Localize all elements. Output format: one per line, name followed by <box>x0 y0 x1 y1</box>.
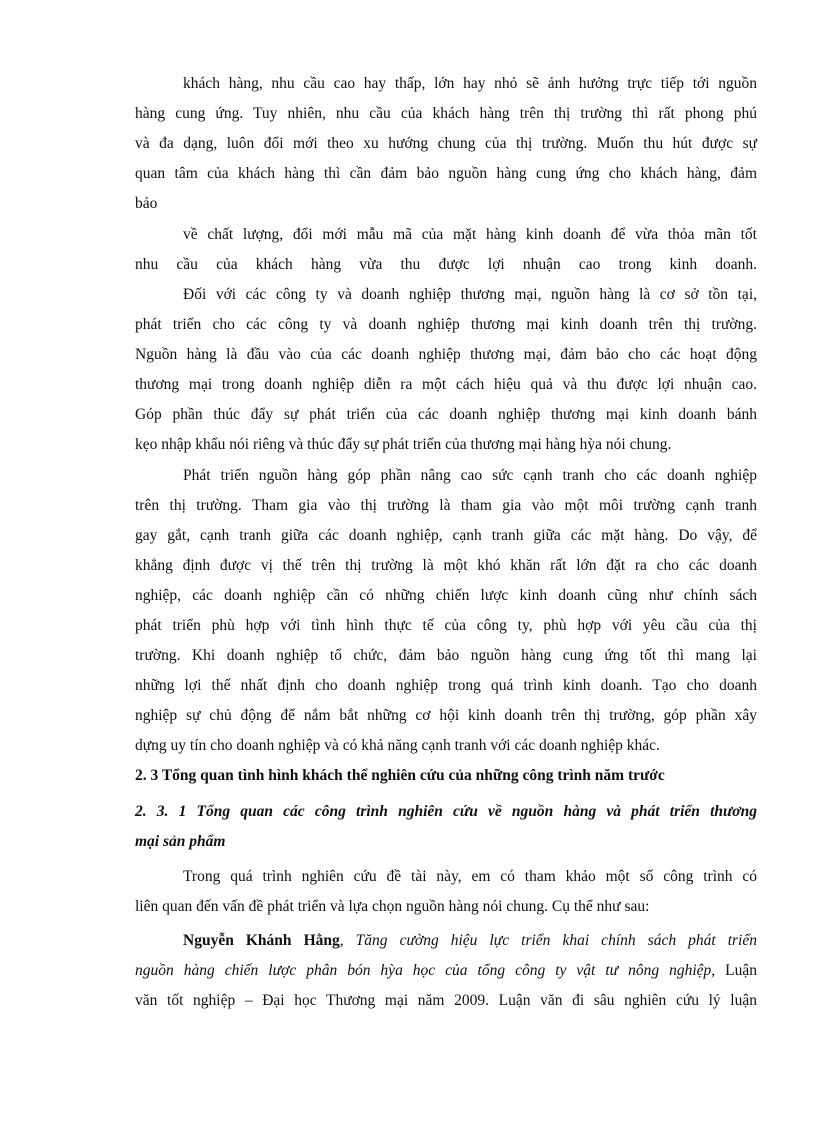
reference-title-part-1: Tăng cường hiệu lực triển khai chính sách phát triển <box>355 932 757 949</box>
p4-line-2: trên thị trường. Tham gia vào thị trường là tham gia vào một môi trường cạnh tranh <box>135 497 757 514</box>
p5-line-2: liên quan đến vấn đề phát triển và lựa chọn nguồn hàng nói chung. Cụ thể như sau: <box>135 898 650 915</box>
p4-line-6: phát triển phù hợp với tình hình thực tế của công ty, phù hợp với yêu cầu của thị <box>135 617 757 634</box>
p3-line-5: Góp phần thúc đẩy sự phát triển của các doanh nghiệp thương mại kinh doanh bánh <box>135 406 757 423</box>
reference-line-3: văn tốt nghiệp – Đại học Thương mại năm 2009. Luận văn đi sâu nghiên cứu lý luận <box>135 992 757 1009</box>
p3-line-6: kẹo nhập khẩu nói riêng và thúc đẩy sự phát triển của thương mại hàng hỳa nói chung. <box>135 436 672 453</box>
reference-line-2 <box>135 961 757 981</box>
p4-line-1: Phát triển nguồn hàng góp phần nâng cao sức cạnh tranh cho các doanh nghiệp <box>183 467 757 484</box>
p4-line-10: dựng uy tín cho doanh nghiệp và có khả năng cạnh tranh với các doanh nghiệp khác. <box>135 737 660 754</box>
p1-line-4: quan tâm của khách hàng thì cần đảm bảo nguồn hàng cung ứng cho khách hàng, đảm <box>135 165 757 182</box>
reference-type: , Luận <box>711 962 757 979</box>
p2-line-1: về chất lượng, đổi mới mẫu mã của mặt hàng kinh doanh để vừa thỏa mãn tốt <box>183 226 757 243</box>
reference-author: Nguyễn Khánh Hằng <box>183 932 340 949</box>
p3-line-1: Đối với các công ty và doanh nghiệp thương mại, nguồn hàng là cơ sở tồn tại, <box>183 286 757 303</box>
p5-line-1: Trong quá trình nghiên cứu đề tài này, em có tham khảo một số công trình có <box>183 868 757 885</box>
p4-line-7: trường. Khi doanh nghiệp tổ chức, đảm bảo nguồn hàng cung ứng tốt thì mang lại <box>135 647 757 664</box>
p4-line-3: gay gắt, cạnh tranh giữa các doanh nghiệp, cạnh tranh giữa các mặt hàng. Do vậy, để <box>135 527 757 544</box>
p4-line-4: khẳng định được vị thế trên thị trường là một khó khăn rất lớn đặt ra cho các doanh <box>135 557 757 574</box>
p3-line-2: phát triển cho các công ty và doanh nghiệp thương mại kinh doanh trên thị trường. <box>135 316 757 333</box>
p2-line-2: nhu cầu của khách hàng vừa thu được lợi nhuận cao trong kinh doanh. <box>135 256 757 273</box>
p1-line-3: và đa dạng, luôn đổi mới theo xu hướng chung của thị trường. Muốn thu hút được sự <box>135 135 757 152</box>
p3-line-3: Nguồn hàng là đầu vào của các doanh nghiệp thương mại, đảm bảo cho các hoạt động <box>135 346 757 363</box>
p1-line-2: hàng cung ứng. Tuy nhiên, nhu cầu của khách hàng trên thị trường thì rất phong phú <box>135 105 757 122</box>
subsection-heading-2-3-1-line-2: mại sản phẩm <box>135 833 226 850</box>
section-heading-2-3: 2. 3 Tổng quan tình hình khách thể nghiên cứu của những công trình năm trước <box>135 767 665 784</box>
p1-line-5: bảo <box>135 195 158 212</box>
p3-line-4: thương mại trong doanh nghiệp diễn ra một cách hiệu quả và thu được lợi nhuận cao. <box>135 376 757 393</box>
reference-line-1 <box>183 931 757 951</box>
p1-line-1: khách hàng, nhu cầu cao hay thấp, lớn hay nhỏ sẽ ảnh hưởng trực tiếp tới nguồn <box>183 75 757 92</box>
reference-separator: , <box>339 932 356 949</box>
reference-title-part-2: nguồn hàng chiến lược phân bón hỳa học của tổng công ty vật tư nông nghiệp <box>135 962 712 979</box>
p4-line-8: những lợi thế nhất định cho doanh nghiệp trong quá trình kinh doanh. Tạo cho doanh <box>135 677 757 694</box>
p4-line-9: nghiệp sự chủ động để nắm bắt những cơ hội kinh doanh trên thị trường, góp phần xây <box>135 707 757 724</box>
subsection-heading-2-3-1-line-1: 2. 3. 1 Tổng quan các công trình nghiên cứu về nguồn hàng và phát triển thương <box>135 803 757 820</box>
p4-line-5: nghiệp, các doanh nghiệp cần có những chiến lược kinh doanh cũng như chính sách <box>135 587 757 604</box>
